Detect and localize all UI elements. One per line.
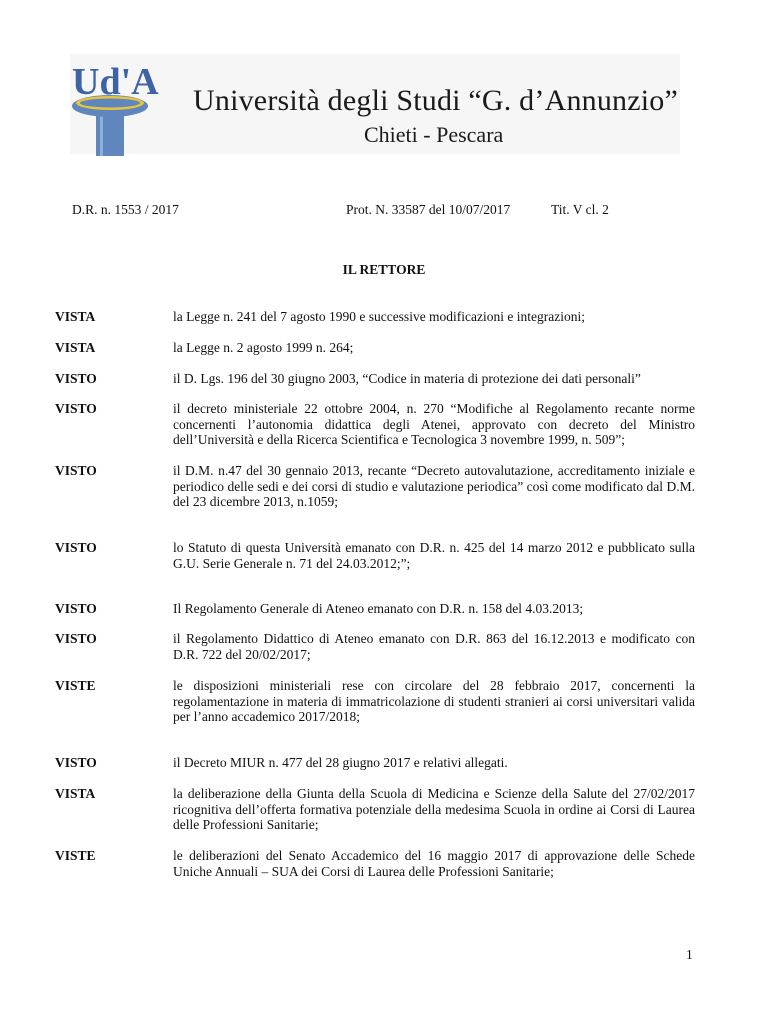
recital-text: Il Regolamento Generale di Ateneo emanato con D.R. n. 158 del 4.03.2013; xyxy=(173,601,584,616)
recital-keyword: VISTO xyxy=(55,631,97,646)
page-number: 1 xyxy=(686,947,693,962)
university-city: Chieti - Pescara xyxy=(364,122,504,147)
recital-text: le disposizioni ministeriali rese con circolare del 28 febbraio 2017, concernenti la regolamentazione in materia di immatricolazione di studenti stranieri ai corsi universitari valida per l’anno accademico 2017/2018; xyxy=(173,678,695,724)
recital-text: lo Statuto di questa Università emanato con D.R. n. 425 del 14 marzo 2012 e pubblicato sulla G.U. Serie Generale n. 71 del 24.03.2012;”; xyxy=(173,540,695,571)
recital-keyword: VISTO xyxy=(55,540,97,555)
recital-text: il Decreto MIUR n. 477 del 28 giugno 2017 e relativi allegati. xyxy=(173,755,508,770)
decree-number: D.R. n. 1553 / 2017 xyxy=(72,202,179,217)
recital-keyword: VISTE xyxy=(55,678,96,693)
recital-keyword: VISTO xyxy=(55,755,97,770)
recital-keyword: VISTO xyxy=(55,371,97,386)
university-name: Università degli Studi “G. d’Annunzio” xyxy=(193,84,679,117)
recital-text: la Legge n. 241 del 7 agosto 1990 e successive modificazioni e integrazioni; xyxy=(173,309,586,324)
recital-keyword: VISTO xyxy=(55,463,97,478)
document-title: IL RETTORE xyxy=(342,262,426,277)
recital-keyword: VISTA xyxy=(55,309,96,324)
protocol-number: Prot. N. 33587 del 10/07/2017 xyxy=(346,202,511,217)
recital-text: il D.M. n.47 del 30 gennaio 2013, recante “Decreto autovalutazione, accreditamento iniziale e periodico delle sedi e dei corsi di studio e valutazione periodica” così come modificato dal D.M. del 23 dicembre 2013, n.1059; xyxy=(173,463,695,509)
recital-keyword: VISTA xyxy=(55,786,96,801)
recital-text: la Legge n. 2 agosto 1999 n. 264; xyxy=(173,340,354,355)
svg-text:Ud'A: Ud'A xyxy=(72,61,159,103)
recital-keyword: VISTA xyxy=(55,340,96,355)
recital-text: il D. Lgs. 196 del 30 giugno 2003, “Codice in materia di protezione dei dati personali” xyxy=(173,371,641,386)
recital-text: il decreto ministeriale 22 ottobre 2004, n. 270 “Modifiche al Regolamento recante norme concernenti l’autonomia didattica degli Atenei, approvato con decreto del Ministro dell’Università e della Ricerca Scientifica e Tecnologica 3 novembre 1999, n. 509”; xyxy=(173,401,695,447)
university-logo xyxy=(70,56,170,156)
recital-keyword: VISTO xyxy=(55,601,97,616)
recital-text: le deliberazioni del Senato Accademico del 16 maggio 2017 di approvazione delle Schede Uniche Annuali – SUA dei Corsi di Laurea delle Professioni Sanitarie; xyxy=(173,848,695,879)
title-class: Tit. V cl. 2 xyxy=(551,202,609,217)
recital-text: il Regolamento Didattico di Ateneo emanato con D.R. 863 del 16.12.2013 e modificato con D.R. 722 del 20/02/2017; xyxy=(173,631,695,662)
recital-keyword: VISTE xyxy=(55,848,96,863)
recital-keyword: VISTO xyxy=(55,401,97,416)
recital-text: la deliberazione della Giunta della Scuola di Medicina e Scienze della Salute del 27/02/2017 ricognitiva dell’offerta formativa potenziale della medesima Scuola in ordine ai Corsi di Laurea delle Professioni Sanitarie; xyxy=(173,786,695,832)
